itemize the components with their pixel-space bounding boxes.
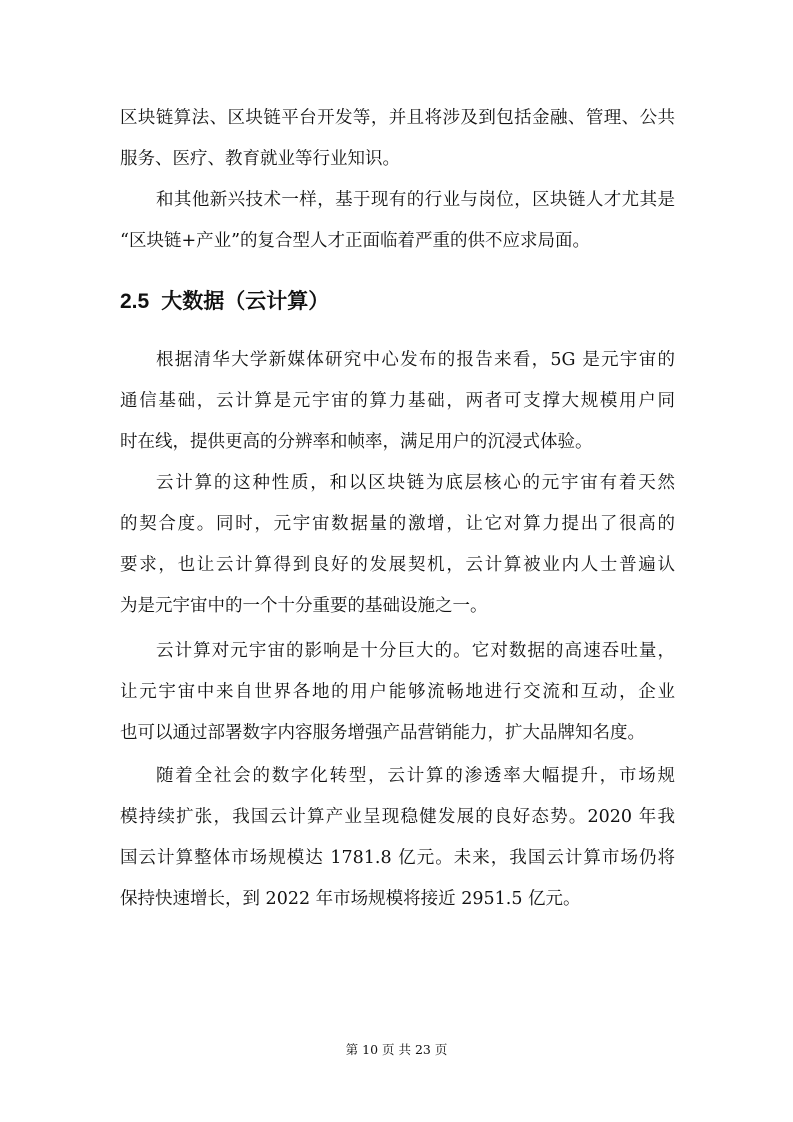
text-line: 服务、医疗、教育就业等行业知识。 xyxy=(120,149,400,169)
text-line: 让元宇宙中来自世界各地的用户能够流畅地进行交流和互动，企业 xyxy=(120,682,675,702)
paragraph xyxy=(120,180,675,262)
text-line: 也可以通过部署数字内容服务增强产品营销能力，扩大品牌知名度。 xyxy=(120,723,645,743)
text-line: 云计算的这种性质，和以区块链为底层核心的元宇宙有着天然 xyxy=(156,473,675,493)
text-line: 根据清华大学新媒体研究中心发布的报告来看，5G 是元宇宙的 xyxy=(156,350,675,370)
text-line: 时在线，提供更高的分辨率和帧率，满足用户的沉浸式体验。 xyxy=(120,432,593,452)
text-line: 云计算对元宇宙的影响是十分巨大的。它对数据的高速吞吐量， xyxy=(156,641,675,661)
section-number: 2.5 xyxy=(120,290,150,313)
text-line: 模持续扩张，我国云计算产业呈现稳健发展的良好态势。2020 年我 xyxy=(120,807,675,827)
text-line: 和其他新兴技术一样，基于现有的行业与岗位，区块链人才尤其是 xyxy=(156,190,675,210)
text-line: 随着全社会的数字化转型，云计算的渗透率大幅提升，市场规 xyxy=(156,766,675,786)
text-line: 国云计算整体市场规模达 1781.8 亿元。未来，我国云计算市场仍将 xyxy=(120,848,675,868)
paragraph xyxy=(120,463,675,627)
paragraph xyxy=(120,631,675,754)
paragraph xyxy=(120,756,675,920)
page-number-footer: 第 10 页 共 23 页 xyxy=(345,1042,448,1057)
text-line: 通信基础，云计算是元宇宙的算力基础，两者可支撑大规模用户同 xyxy=(120,391,675,411)
text-line: 区块链算法、区块链平台开发等，并且将涉及到包括金融、管理、公共 xyxy=(120,108,675,128)
text-line: 保持快速增长，到 2022 年市场规模将接近 2951.5 亿元。 xyxy=(120,889,581,909)
paragraph xyxy=(120,340,675,463)
text-line: “区块链+产业”的复合型人才正面临着严重的供不应求局面。 xyxy=(120,231,591,251)
section-heading xyxy=(120,283,329,320)
text-line: 的契合度。同时，元宇宙数据量的激增，让它对算力提出了很高的 xyxy=(120,514,675,534)
text-line: 要求，也让云计算得到良好的发展契机，云计算被业内人士普遍认 xyxy=(120,555,675,575)
section-title: 大数据（云计算） xyxy=(161,288,330,313)
paragraph xyxy=(120,98,675,180)
text-line: 为是元宇宙中的一个十分重要的基础设施之一。 xyxy=(120,596,488,616)
